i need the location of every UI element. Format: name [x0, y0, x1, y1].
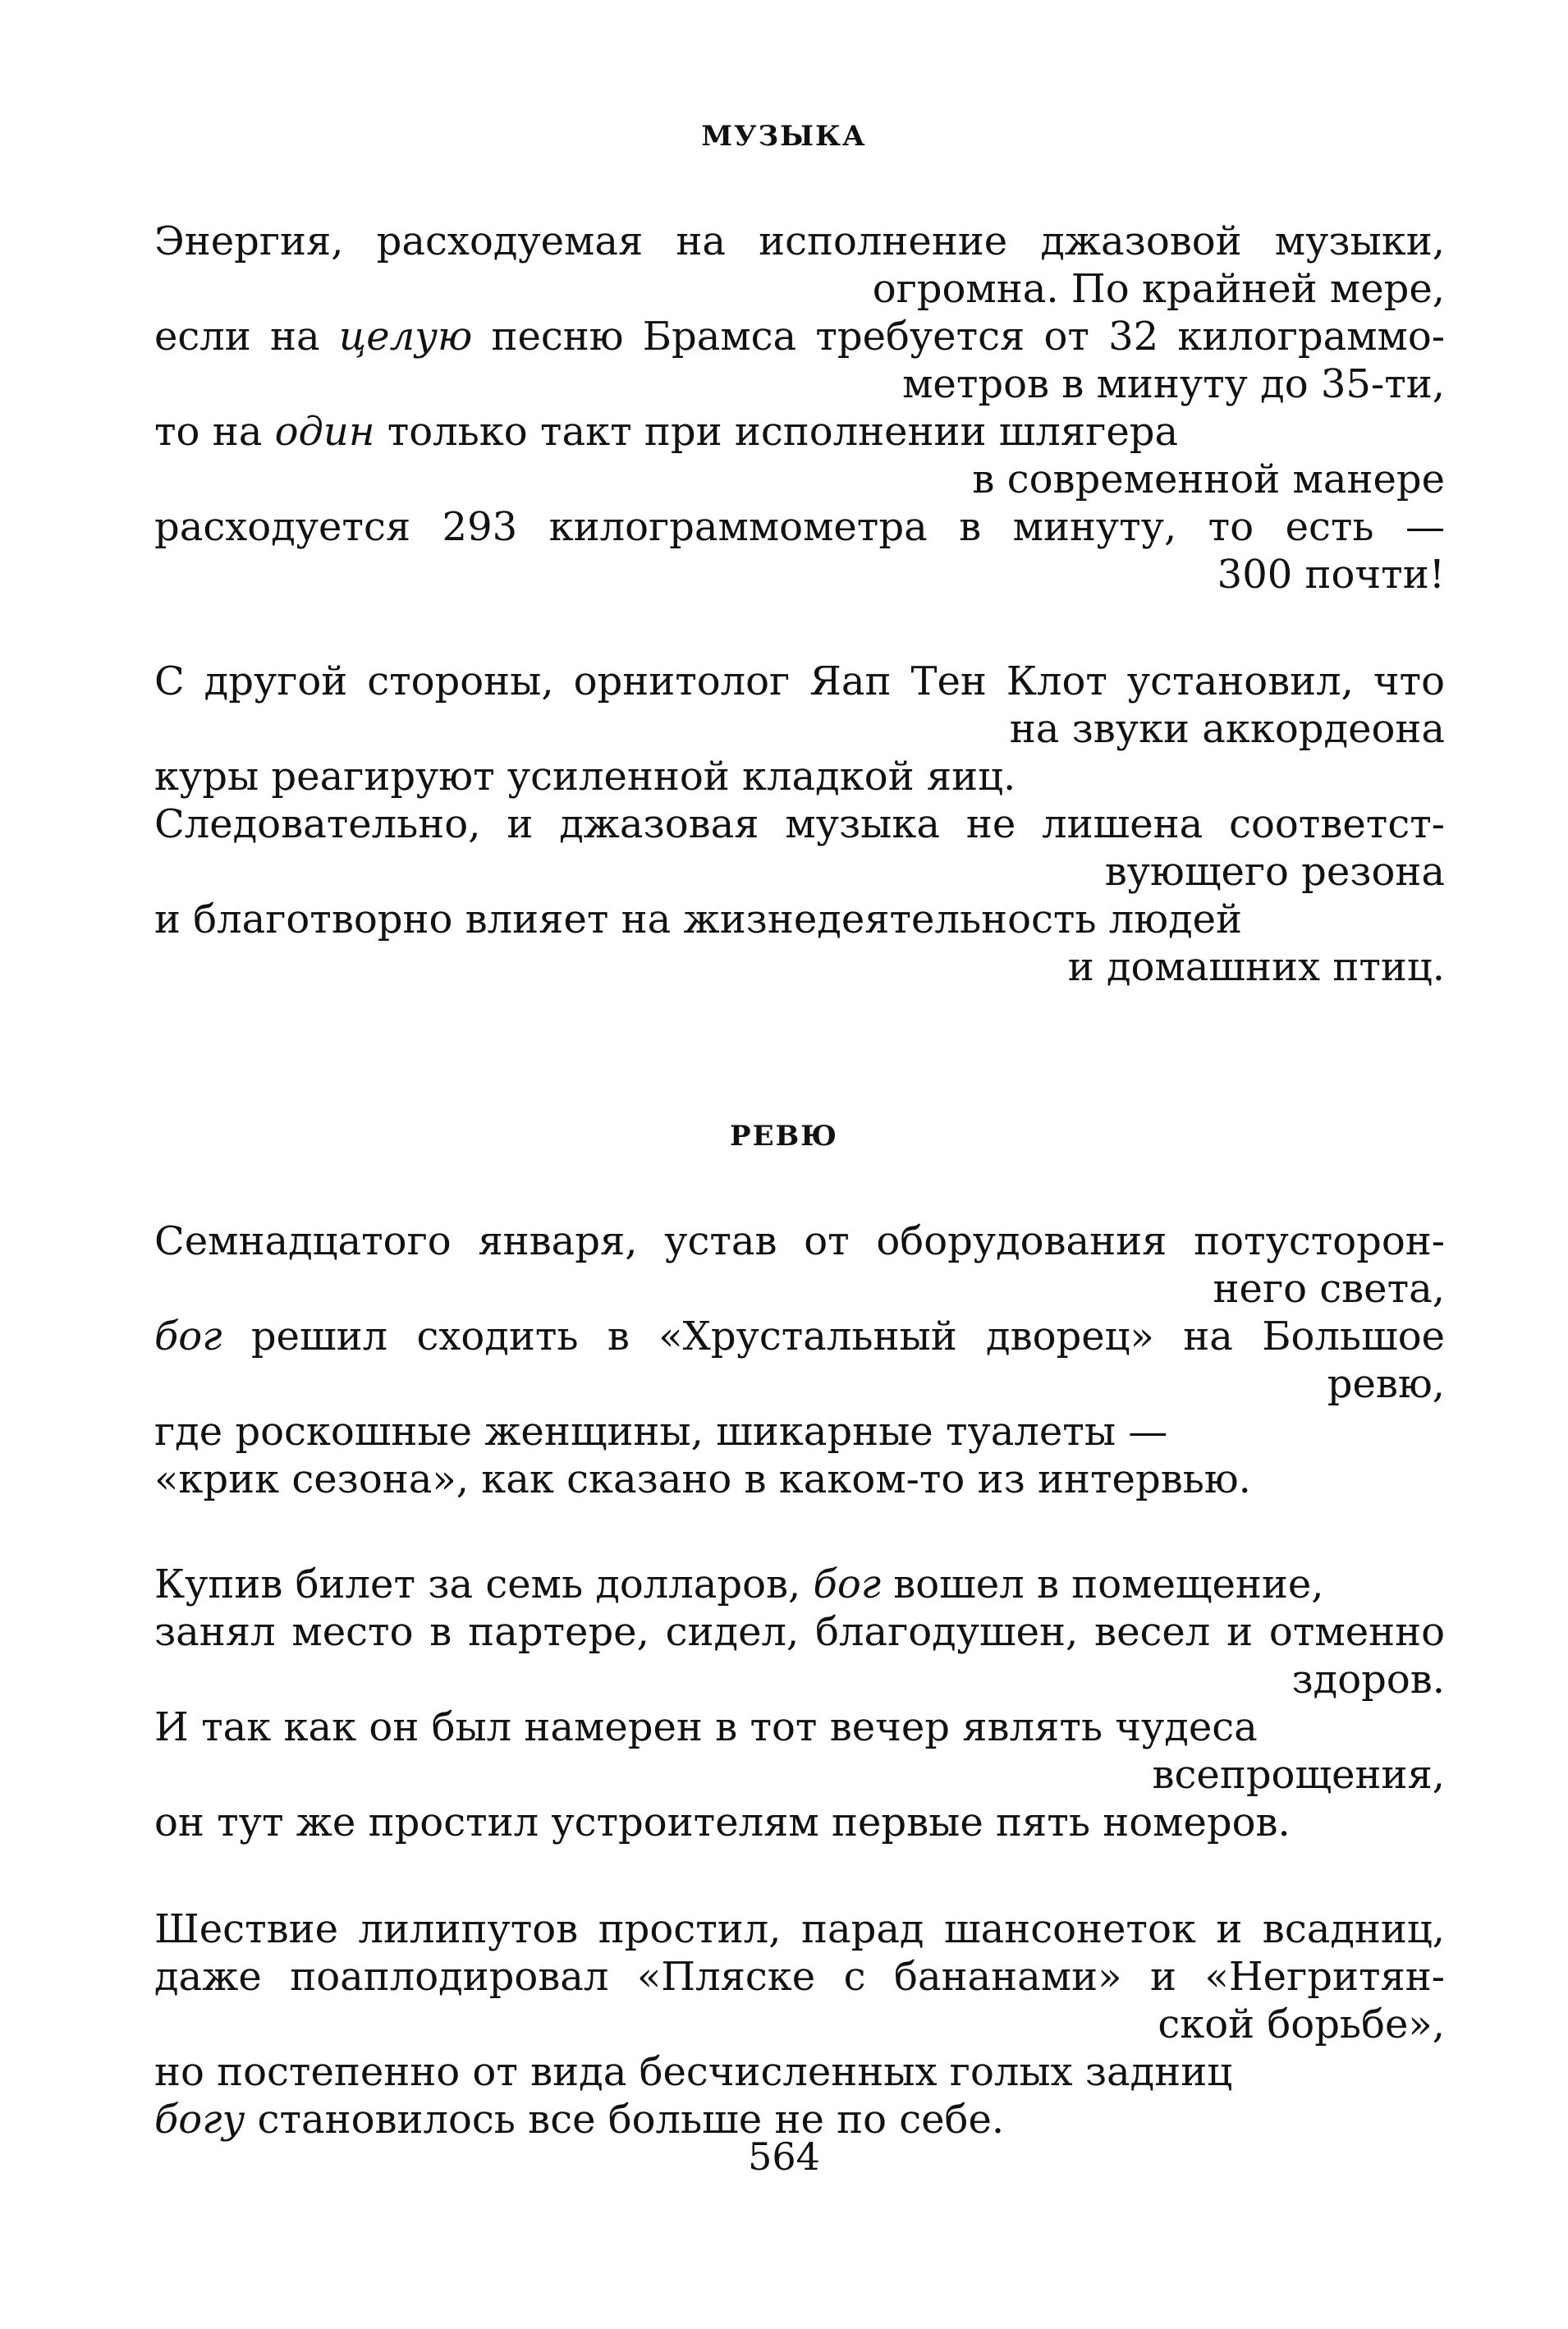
- poem1-line-5: [154, 406, 1178, 458]
- line-text: и благотворно влияет на жизнедеятельность людей: [154, 896, 1243, 942]
- poem2-line-9: [1291, 1653, 1445, 1706]
- line-text: ской борьбе»,: [1158, 2001, 1445, 2047]
- poem2-line-15: [1158, 1998, 1445, 2051]
- line-text: где роскошные женщины, шикарные туалеты —: [154, 1409, 1168, 1455]
- poem1-line-6: [972, 453, 1445, 506]
- line-text: ревю,: [1327, 1361, 1445, 1407]
- poem1-line-12: [154, 798, 1445, 850]
- line-text: занял место в партере, сидел, благодушен, весел и отменно: [154, 1609, 1445, 1655]
- poem2-line-5: [154, 1405, 1167, 1458]
- line-text: песню Брамса требуется от 32 килограммо-: [472, 314, 1445, 360]
- line-text: него света,: [1213, 1266, 1445, 1312]
- italic-word: целую: [338, 314, 473, 360]
- line-text: «крик сезона», как сказано в каком-то из интервью.: [154, 1456, 1251, 1502]
- line-text: решил сходить в «Хрустальный дворец» на Большое: [222, 1314, 1445, 1359]
- line-text: вошел в помещение,: [881, 1561, 1324, 1607]
- line-text: Купив билет за семь долларов,: [154, 1561, 814, 1607]
- poem2-line-11: [1153, 1749, 1445, 1801]
- line-text: метров в минуту до 35-ти,: [902, 361, 1445, 407]
- line-text: куры реагируют усиленной кладкой яиц.: [154, 754, 1016, 800]
- line-text: и домашних птиц.: [1067, 944, 1445, 990]
- poem2-line-10: [154, 1701, 1258, 1754]
- poem2-line-16: [154, 2046, 1232, 2098]
- poem1-line-1: [154, 215, 1445, 268]
- line-text: в современной манере: [972, 456, 1445, 502]
- italic-word: один: [274, 409, 375, 455]
- line-text: но постепенно от вида бесчисленных голых задниц: [154, 2049, 1233, 2095]
- line-text: если на: [154, 314, 339, 360]
- poem1-line-9: [154, 655, 1445, 708]
- line-text: огромна. По крайней мере,: [872, 266, 1445, 312]
- line-text: С другой стороны, орнитолог Яап Тен Клот установил, что: [154, 658, 1445, 704]
- line-text: на звуки аккордеона: [1009, 706, 1445, 752]
- line-text: он тут же простил устроителям первые пять номеров.: [154, 1799, 1291, 1845]
- poem2-line-14: [154, 1951, 1445, 2003]
- line-text: Энергия, расходуемая на исполнение джазовой музыки,: [154, 218, 1445, 264]
- line-text: даже поаплодировал «Пляске с бананами» и «Негритян-: [154, 1954, 1445, 2000]
- italic-word: бог: [813, 1561, 881, 1607]
- line-text: здоров.: [1291, 1657, 1445, 1703]
- poem-title-muzyka: МУЗЫКА: [701, 120, 867, 153]
- line-text: вующего резона: [1104, 849, 1445, 895]
- poem2-line-2: [1213, 1263, 1445, 1315]
- poem-title-revyu: РЕВЮ: [730, 1120, 838, 1153]
- poem1-line-15: [1068, 941, 1445, 993]
- poem1-line-11: [154, 750, 1016, 803]
- line-text: 300 почти!: [1217, 552, 1445, 598]
- poem2-line-1: [154, 1215, 1445, 1268]
- poem2-line-13: [154, 1903, 1445, 1955]
- line-text: Семнадцатого января, устав от оборудования потусторон-: [154, 1218, 1445, 1264]
- poem2-line-8: [154, 1606, 1445, 1658]
- poem1-line-2: [873, 263, 1445, 315]
- poem2-line-7: [154, 1558, 1324, 1611]
- line-text: Шествие лилипутов простил, парад шансонеток и всадниц,: [154, 1906, 1445, 1952]
- italic-word: богу: [154, 2097, 245, 2143]
- poem1-line-7: [154, 501, 1445, 553]
- line-text: расходуется 293 килограммометра в минуту, то есть —: [154, 504, 1445, 550]
- poem1-line-10: [1010, 703, 1445, 755]
- line-text: становилось все больше не по себе.: [245, 2097, 1005, 2143]
- poem2-line-12: [154, 1796, 1291, 1849]
- poem1-line-8: [1217, 548, 1445, 601]
- line-text: И так как он был намерен в тот вечер являть чудеса: [154, 1704, 1258, 1750]
- page-number: 564: [748, 2134, 820, 2179]
- poem2-line-6: [154, 1453, 1251, 1506]
- poem2-line-4: [1327, 1358, 1445, 1410]
- line-text: всепрощения,: [1152, 1752, 1445, 1798]
- italic-word: бог: [154, 1314, 222, 1359]
- poem1-line-13: [1105, 846, 1445, 898]
- poem1-line-4: [902, 358, 1445, 410]
- line-text: только такт при исполнении шлягера: [374, 409, 1179, 455]
- line-text: то на: [154, 409, 275, 455]
- poem1-line-3: [154, 310, 1445, 363]
- line-text: Следовательно, и джазовая музыка не лишена соответст-: [154, 801, 1445, 847]
- poem2-line-3: [154, 1310, 1445, 1363]
- poem1-line-14: [154, 893, 1242, 946]
